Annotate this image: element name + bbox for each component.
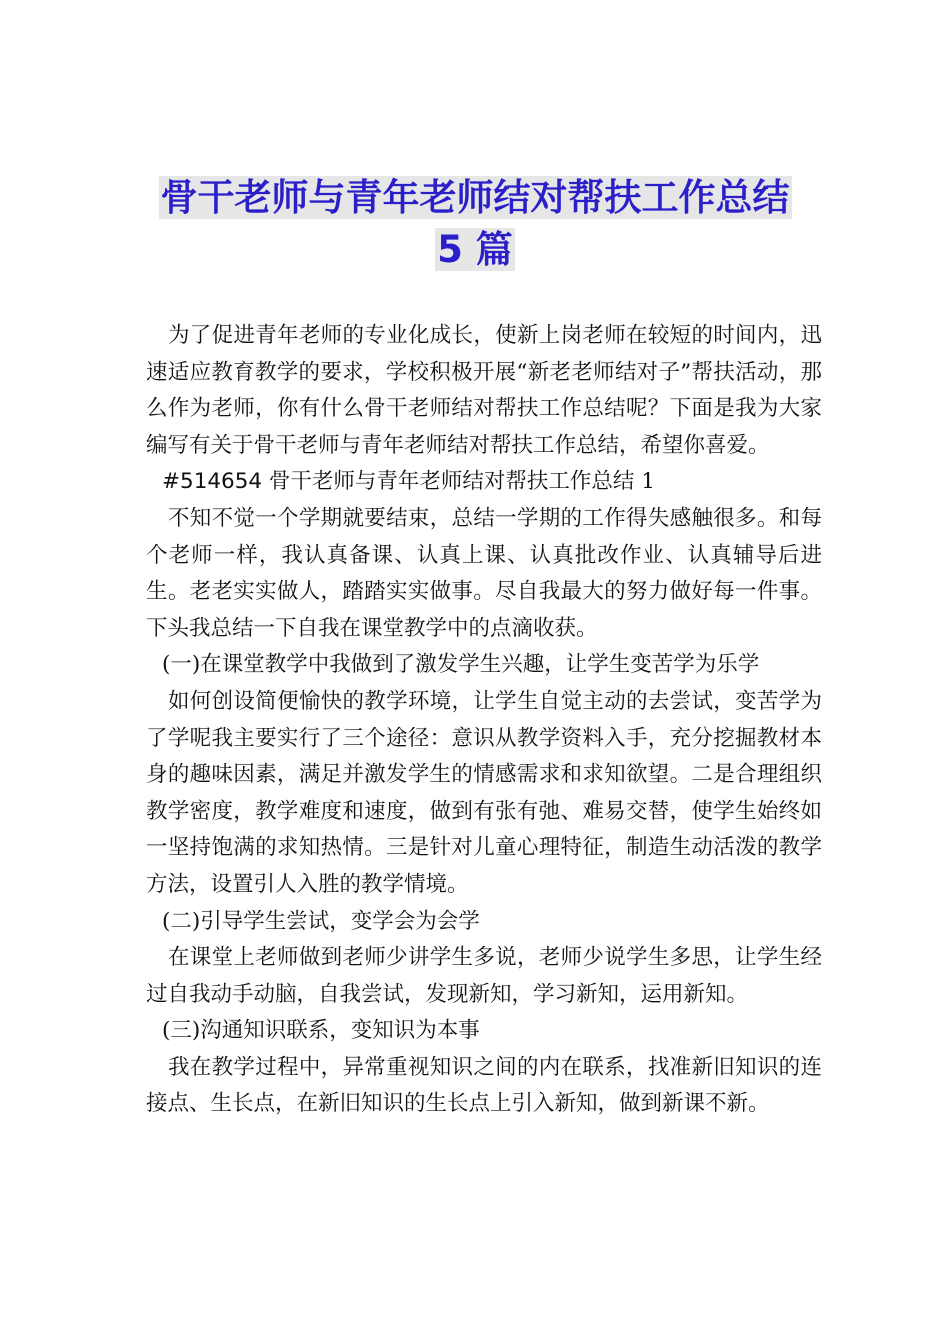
- title-line-2: 5 篇: [437, 228, 513, 271]
- subheading-3: (三)沟通知识联系，变知识为本事: [162, 1018, 480, 1044]
- title-line-1: 骨干老师与青年老师结对帮扶工作总结: [160, 176, 790, 219]
- document-title: [120, 172, 830, 276]
- subheading-1: (一)在课堂教学中我做到了激发学生兴趣，让学生变苦学为乐学: [162, 652, 760, 678]
- intro-paragraph: 为了促进青年老师的专业化成长，使新上岗老师在较短的时间内，迅速适应教育教学的要求，学校积极开展“新老老师结对子”帮扶活动，那么作为老师，你有什么骨干老师结对帮扶工作总结呢？下面是我为大家编写有关于骨干老师与青年老师结对帮扶工作总结，希望你喜爱。: [146, 323, 822, 458]
- paragraph-2: 如何创设简便愉快的教学环境，让学生自觉主动的去尝试，变苦学为了学呢我主要实行了三个途径：意识从教学资料入手，充分挖掘教材本身的趣味因素，满足并激发学生的情感需求和求知欲望。二是合理组织教学密度，教学难度和速度，做到有张有弛、难易交替，使学生始终如一坚持饱满的求知热情。三是针对儿童心理特征，制造生动活泼的教学方法，设置引人入胜的教学情境。: [146, 688, 822, 897]
- paragraph-3: 在课堂上老师做到老师少讲学生多说，老师少说学生多思，让学生经过自我动手动脑，自我尝试，发现新知，学习新知，运用新知。: [146, 945, 822, 1007]
- paragraph-4: 我在教学过程中，异常重视知识之间的内在联系，找准新旧知识的连接点、生长点，在新旧知识的生长点上引入新知，做到新课不新。: [146, 1054, 822, 1117]
- subheading-2: (二)引导学生尝试，变学会为会学: [162, 908, 480, 934]
- section-1-id: #514654: [162, 469, 263, 495]
- paragraph-1: 不知不觉一个学期就要结束，总结一学期的工作得失感触很多。和每个老师一样，我认真备课、认真上课、认真批改作业、认真辅导后进生。老老实实做人，踏踏实实做事。尽自我最大的努力做好每一件事。下头我总结一下自我在课堂教学中的点滴收获。: [146, 505, 822, 641]
- document-body: [146, 318, 822, 1123]
- section-1-heading: [146, 464, 822, 501]
- section-1-title: 骨干老师与青年老师结对帮扶工作总结 1: [262, 469, 655, 495]
